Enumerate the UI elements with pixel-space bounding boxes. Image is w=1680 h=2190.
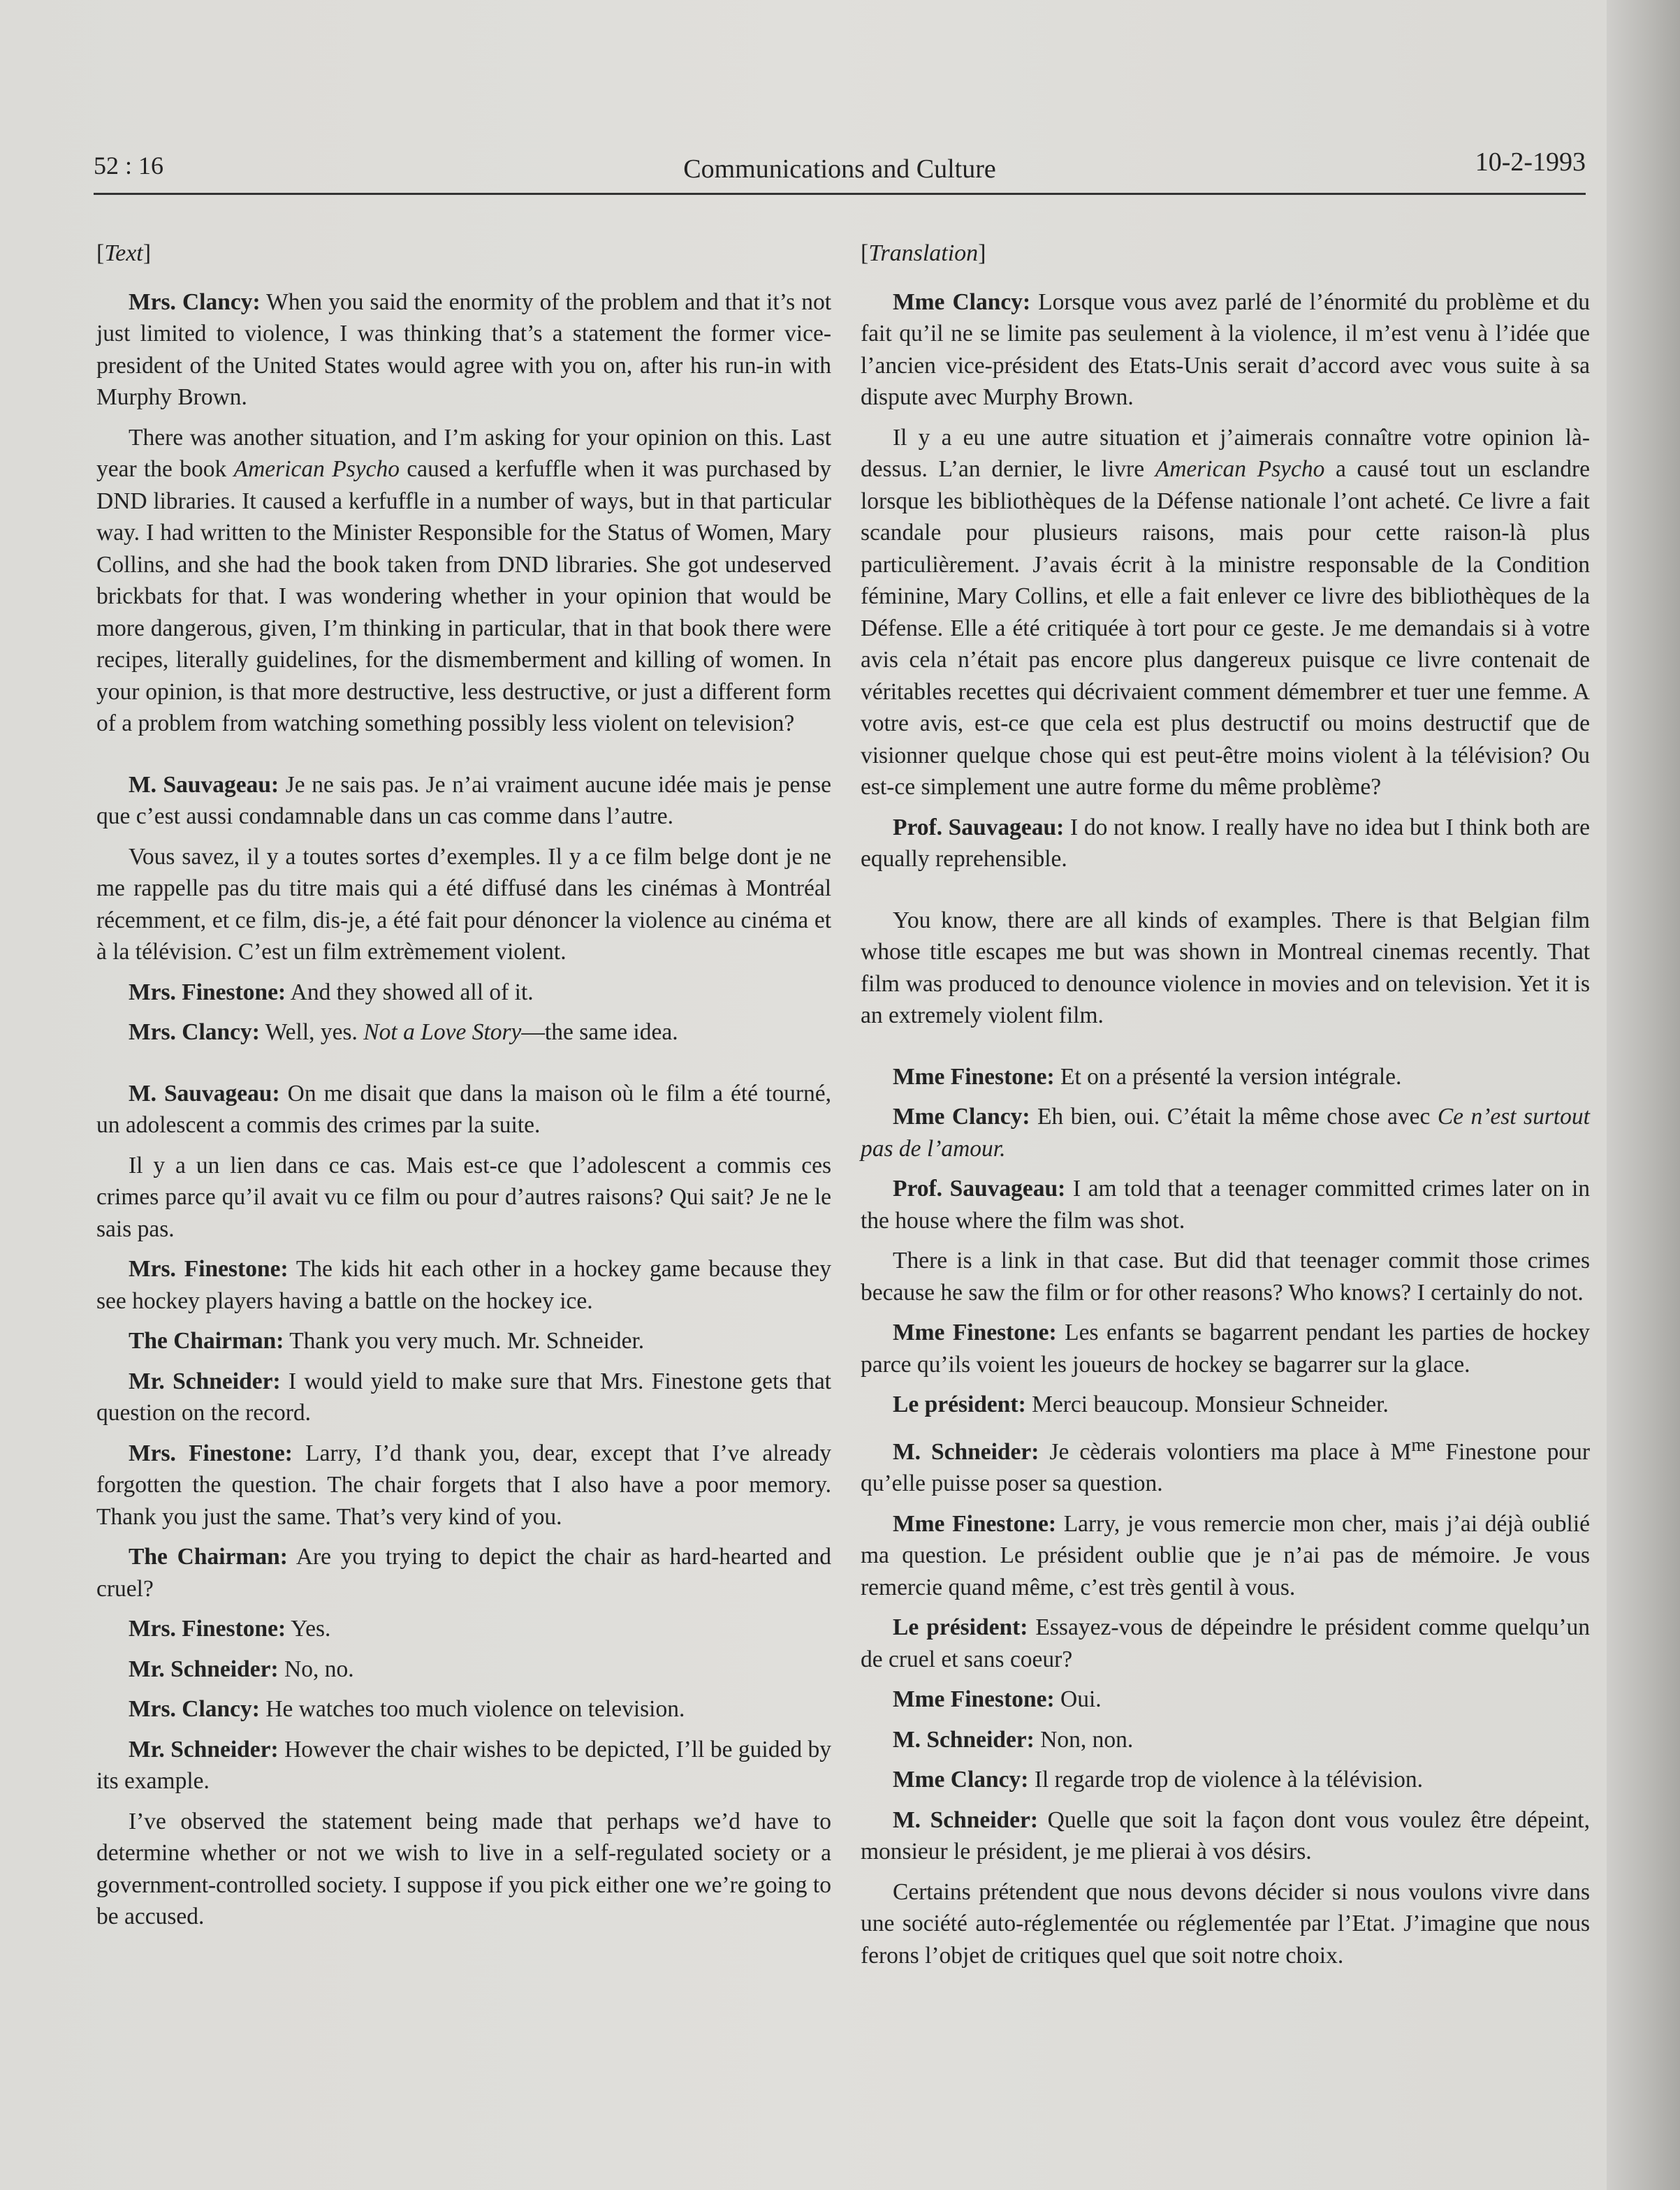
paragraph xyxy=(96,1654,831,1686)
paragraph: Vous savez, il y a toutes sortes d’exemples. Il y a ce film belge dont je ne me rappelle pas du titre mais qui a été diffusé dans les cinémas à Montréal récemment, et ce film, dis-je, a été fait pour dénoncer la violence au cinéma et à la télévision. C’est un film extrèmement violent. xyxy=(96,843,831,965)
paragraph xyxy=(861,286,1590,414)
paragraph xyxy=(861,1429,1590,1500)
paragraph xyxy=(861,812,1590,875)
column-label-text: Text xyxy=(104,240,143,266)
paragraph xyxy=(96,769,831,833)
paragraph: Il y a un lien dans ce cas. Mais est-ce que l’adolescent a commis ces crimes parce qu’il avait vu ce film ou pour d’autres raisons? Qui sait? Je ne le sais pas. xyxy=(96,1152,831,1242)
speech-text: Et on a présenté la version intégrale. xyxy=(1054,1063,1402,1090)
speech-text: Je ne sais pas. Je n’ai vraiment aucune idée mais je pense que c’est aussi condamnable dans un cas comme dans l’autre. xyxy=(96,771,831,829)
paragraph xyxy=(861,1101,1590,1165)
speech-text: Merci beaucoup. Monsieur Schneider. xyxy=(1025,1392,1389,1417)
superscript: me xyxy=(1411,1433,1436,1456)
speaker-name: M. Sauvageau: xyxy=(129,1080,280,1107)
speech-text: On me disait que dans la maison où le film a été tourné, un adolescent a commis des crimes par la suite. xyxy=(96,1080,831,1138)
speaker-name: Mrs. Clancy: xyxy=(129,1696,260,1722)
page-number: 52 : 16 xyxy=(94,152,164,180)
speaker-name: Mme Clancy: xyxy=(893,1104,1030,1130)
paragraph: You know, there are all kinds of examples. There is that Belgian film whose title escapes me but was shown in Montreal cinemas recently. That film was produced to denounce violence in movies and on television. Yet it is an extremely violent film. xyxy=(861,907,1590,1028)
paragraph xyxy=(96,286,831,414)
speaker-name: The Chairman: xyxy=(129,1328,284,1354)
speech-text: Are you trying to depict the chair as hard-hearted and cruel? xyxy=(96,1544,831,1602)
header-date: 10-2-1993 xyxy=(1475,147,1586,177)
book-title: American Psycho xyxy=(233,456,400,482)
paragraph: There is a link in that case. But did that teenager commit those crimes because he saw the film or for other reasons? Who knows? I certainly do not. xyxy=(861,1248,1590,1306)
speech-text: Quelle que soit la façon dont vous voulez être dépeint, monsieur le président, je me plierai à vos désirs. xyxy=(861,1806,1590,1865)
speech-text: He watches too much violence on television. xyxy=(259,1696,685,1722)
paragraph xyxy=(861,422,1590,803)
paragraph xyxy=(96,1253,831,1317)
speaker-name: Mrs. Finestone: xyxy=(129,979,286,1005)
speech-text: The kids hit each other in a hockey game because they see hockey players having a battle on the hockey ice. xyxy=(96,1256,831,1314)
speech-text: Il regarde trop de violence à la télévision. xyxy=(1028,1767,1424,1793)
speaker-name: M. Schneider: xyxy=(893,1726,1035,1753)
column-label: [Text] xyxy=(96,240,152,266)
speaker-name: The Chairman: xyxy=(129,1544,288,1570)
speaker-name: Mrs. Finestone: xyxy=(129,1616,286,1642)
page-header xyxy=(94,144,1586,195)
speech-text: —the same idea. xyxy=(521,1019,678,1045)
paragraph xyxy=(96,1541,831,1605)
speaker-name: Mr. Schneider: xyxy=(129,1656,279,1682)
paragraph xyxy=(861,1317,1590,1380)
speaker-name: Prof. Sauvageau: xyxy=(893,1176,1066,1202)
speaker-name: Mrs. Finestone: xyxy=(129,1256,288,1282)
paragraph xyxy=(96,1438,831,1533)
speech-text: a causé tout un esclandre lorsque les bibliothèques de la Défense nationale l’ont acheté. Ce livre a fait scandale pour plusieurs raisons, mais pour cette raison-là plus particulièrement. J’avais écrit à la ministre responsable de la Condition féminine, Mary Collins, et elle a fait enlever ce livre des bibliothèques de la Défense. Elle a été critiquée à tort pour ce geste. Je me demandais si à votre avis cela n’était pas encore plus dangereux puisque ce livre contenait de véritables recettes qui décrivaient comment démembrer et tuer une femme. A votre avis, est-ce que cela est plus destructif ou moins destructif que de visionner quelque chose qui est peut-être moins violent à la télévision? Ou est-ce simplement une autre forme du même problème? xyxy=(861,456,1590,800)
speech-text: Larry, I’d thank you, dear, except that I’ve already forgotten the question. The chair forgets that I also have a poor memory. Thank you just the same. That’s very kind of you. xyxy=(96,1440,831,1530)
speaker-name: Mrs. Clancy: xyxy=(129,289,261,315)
speaker-name: Le président: xyxy=(893,1614,1028,1641)
speaker-name: Le président: xyxy=(893,1392,1026,1417)
speaker-name: Mme Finestone: xyxy=(893,1063,1055,1090)
paragraph xyxy=(861,1764,1590,1796)
speaker-name: Mrs. Clancy: xyxy=(129,1019,260,1045)
speech-text: Essayez-vous de dépeindre le président comme quelqu’un de cruel et sans coeur? xyxy=(861,1614,1591,1672)
speech-text: When you said the enormity of the problem and that it’s not just limited to violence, I was thinking that’s a statement the former vice-president of the United States would agree with you on, after his run-in with Murphy Brown. xyxy=(96,289,832,410)
paragraph xyxy=(861,1724,1590,1756)
paragraph xyxy=(861,1508,1590,1604)
film-title: Not a Love Story xyxy=(363,1019,522,1045)
paragraph xyxy=(96,1078,831,1141)
paragraph: I’ve observed the statement being made that perhaps we’d have to determine whether or not we wish to live in a self-regulated society or a government-controlled society. I suppose if you pick either one we’re going to be accused. xyxy=(96,1808,831,1929)
speech-text: Il y a eu une autre situation et j’aimerais connaître votre opinion là-dessus. L’an dernier, le livre xyxy=(861,424,1590,482)
paragraph xyxy=(96,1366,831,1429)
translation-column xyxy=(861,238,1590,1980)
paragraph xyxy=(861,1173,1590,1236)
speaker-name: Mme Finestone: xyxy=(893,1510,1056,1537)
paragraph xyxy=(861,1612,1590,1675)
speech-text: caused a kerfuffle when it was purchased by DND libraries. It caused a kerfuffle in a number of ways, but in that particular way. I had written to the Minister Responsible for the Status of Women, Mary Collins, and she had the book taken from DND libraries. She got undeserved brickbats for that. I was wondering whether in your opinion that would be more dangerous, given, I’m thinking in particular, that in that book there were recipes, literally guidelines, for the dismemberment and killing of women. In your opinion, is that more destructive, less destructive, or just a different form of a problem from watching something possibly less violent on television? xyxy=(96,456,831,736)
speaker-name: Mr. Schneider: xyxy=(129,1736,279,1762)
speech-text: I would yield to make sure that Mrs. Finestone gets that question on the record. xyxy=(96,1368,831,1426)
speech-text: Oui. xyxy=(1054,1686,1102,1713)
speaker-name: Mr. Schneider: xyxy=(129,1368,281,1394)
paragraph xyxy=(96,1693,831,1725)
speech-text: Well, yes. xyxy=(259,1019,364,1045)
paragraph xyxy=(96,1734,831,1797)
speech-text: Larry, je vous remercie mon cher, mais j’ai déjà oublié ma question. Le président oublie que je n’ai pas de mémoire. Je vous remercie quand même, c’est très gentil à vous. xyxy=(861,1510,1590,1600)
speaker-name: Mme Finestone: xyxy=(893,1320,1057,1345)
column-label-text: Translation xyxy=(868,240,979,266)
paragraph xyxy=(96,1016,831,1049)
running-title: Communications and Culture xyxy=(683,154,996,184)
paragraph xyxy=(96,422,831,740)
paragraph xyxy=(96,977,831,1009)
speech-text: Je cèderais volontiers ma place à M xyxy=(1039,1438,1412,1465)
speech-text: There was another situation, and I’m asking for your opinion on this. Last year the book xyxy=(96,424,831,482)
speech-text: Finestone pour qu’elle puisse poser sa question. xyxy=(861,1438,1590,1497)
paragraph xyxy=(861,1684,1590,1716)
paragraph xyxy=(861,1804,1590,1868)
paragraph xyxy=(861,1061,1590,1093)
book-title: American Psycho xyxy=(1155,456,1325,482)
speaker-name: Mrs. Finestone: xyxy=(129,1440,293,1466)
speaker-name: Prof. Sauvageau: xyxy=(893,814,1065,840)
book-gutter xyxy=(1607,0,1680,2190)
speaker-name: Mme Clancy: xyxy=(893,289,1031,315)
speech-text: Les enfants se bagarrent pendant les parties de hockey parce qu’ils voient les joueurs de hockey se bagarrer sur la glace. xyxy=(861,1320,1590,1378)
speech-text: However the chair wishes to be depicted, I’ll be guided by its example. xyxy=(96,1736,831,1794)
speech-text: Thank you very much. Mr. Schneider. xyxy=(284,1328,645,1354)
film-title: Ce n’est surtout pas de l’amour. xyxy=(861,1104,1590,1162)
text-column xyxy=(96,238,831,1941)
speech-text: Non, non. xyxy=(1034,1726,1134,1753)
column-label: [Translation] xyxy=(861,240,986,266)
speaker-name: Mme Finestone: xyxy=(893,1686,1055,1713)
speech-text: Eh bien, oui. C’était la même chose avec xyxy=(1030,1104,1438,1130)
paragraph xyxy=(861,1389,1590,1421)
paragraph xyxy=(96,1325,831,1357)
paragraph xyxy=(96,1613,831,1645)
speaker-name: M. Schneider: xyxy=(893,1438,1039,1465)
speech-text: Lorsque vous avez parlé de l’énormité du problème et du fait qu’il ne se limite pas seulement à la violence, il m’est venu à l’idée que l’ancien vice-président des Etats-Unis serait d’accord avec vous suite à sa dispute avec Murphy Brown. xyxy=(861,289,1590,410)
speech-text: I do not know. I really have no idea but I think both are equally reprehensible. xyxy=(861,814,1590,872)
speaker-name: Mme Clancy: xyxy=(893,1767,1029,1793)
speech-text: I am told that a teenager committed crimes later on in the house where the film was shot. xyxy=(861,1176,1590,1234)
paragraph: Certains prétendent que nous devons décider si nous voulons vivre dans une société auto-réglementée ou réglementée par l’Etat. J’imagine que nous ferons l’objet de critiques quel que soit notre choix. xyxy=(861,1878,1590,1969)
speech-text: And they showed all of it. xyxy=(286,979,534,1005)
speaker-name: M. Sauvageau: xyxy=(129,771,279,798)
speech-text: No, no. xyxy=(278,1656,354,1682)
speech-text: Yes. xyxy=(286,1616,331,1642)
speaker-name: M. Schneider: xyxy=(893,1806,1039,1833)
